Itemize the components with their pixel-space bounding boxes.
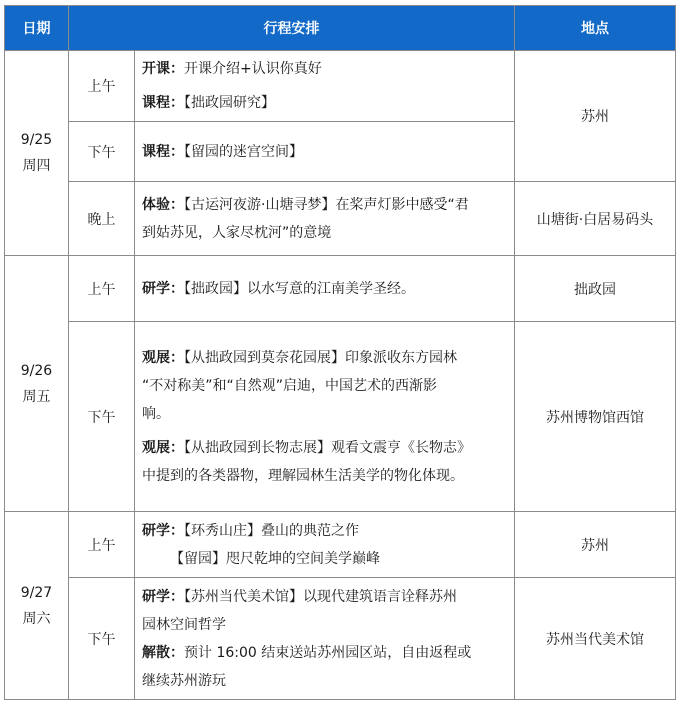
schedule-line [142,344,508,372]
schedule-line [142,89,508,117]
schedule-line [142,667,508,695]
header-schedule: 行程安排 [69,6,515,51]
schedule-line [142,639,508,667]
schedule-label: 课程： [142,143,184,160]
location-cell: 苏州 [515,512,676,578]
schedule-label: 开课： [142,61,184,77]
location-cell: 拙政园 [515,256,676,322]
schedule-cell [135,512,515,578]
table-row [5,51,676,122]
schedule-cell [135,256,515,322]
schedule-text: 【留园】咫尺乾坤的空间美学巅峰 [170,550,380,567]
schedule-line [142,517,508,545]
date-cell [5,512,69,700]
schedule-text: 到姑苏见，人家尽枕河”的意境 [142,224,332,241]
header-location: 地点 [515,6,676,51]
schedule-cell [135,578,515,700]
period-cell: 晚上 [69,182,135,256]
schedule-text: 预计 16:00 结束送站苏州园区站，自由返程或 [184,644,472,661]
table-row [5,512,676,578]
table-row [5,182,676,256]
date-text: 9/25 [20,132,53,148]
table-row [5,322,676,512]
location-cell: 苏州博物馆西馆 [515,322,676,512]
period-cell: 下午 [69,578,135,700]
schedule-label: 研学： [142,588,184,605]
schedule-text: “不对称美”和“自然观”启迪，中国艺术的西渐影 [142,377,438,394]
weekday-text: 周五 [22,388,51,405]
period-cell: 上午 [69,256,135,322]
schedule-line [142,219,508,247]
schedule-text: 继续苏州游玩 [142,672,226,689]
weekday-text: 周四 [22,158,51,174]
schedule-text: 【从拙政园到长物志展】观看文震亨《长物志》 [184,439,471,456]
schedule-line [142,545,508,573]
schedule-text: 【环秀山庄】叠山的典范之作 [184,522,359,539]
schedule-cell [135,51,515,122]
schedule-line [142,275,508,303]
schedule-text: 开课介绍+认识你真好 [184,61,322,77]
schedule-text: 响。 [142,405,170,422]
weekday-text: 周六 [22,610,51,627]
schedule-text: 【从拙政园到莫奈花园展】印象派收东方园林 [184,349,457,366]
schedule-label: 研学： [142,280,184,297]
schedule-line [142,138,508,166]
schedule-label: 解散： [142,644,184,661]
schedule-line [142,400,508,428]
schedule-line [142,191,508,219]
schedule-text: 中提到的各类器物，理解园林生活美学的物化体现。 [142,467,464,484]
table-row [5,256,676,322]
schedule-text: 【拙政园研究】 [184,95,275,111]
schedule-label: 研学： [142,522,184,539]
schedule-line [142,434,508,462]
header-date: 日期 [5,6,69,51]
schedule-text: 【留园的迷宫空间】 [184,143,303,160]
location-cell: 苏州 [515,51,676,182]
date-cell [5,256,69,512]
date-cell [5,51,69,256]
date-text: 9/26 [20,362,53,379]
date-text: 9/27 [20,584,53,601]
schedule-text: 【苏州当代美术馆】以现代建筑语言诠释苏州 [184,588,457,605]
table-header-row [5,6,676,51]
schedule-line [142,462,508,490]
itinerary-table [4,5,676,700]
table-row [5,578,676,700]
period-cell: 下午 [69,322,135,512]
schedule-line [142,583,508,611]
schedule-text: 【拙政园】以水写意的江南美学圣经。 [184,280,415,297]
schedule-text: 园林空间哲学 [142,616,226,633]
schedule-label: 体验： [142,196,184,213]
location-cell: 苏州当代美术馆 [515,578,676,700]
schedule-cell [135,122,515,182]
schedule-label: 课程： [142,95,184,111]
schedule-text: 【古运河夜游·山塘寻梦】在桨声灯影中感受“君 [184,196,469,213]
period-cell: 下午 [69,122,135,182]
schedule-label: 观展： [142,349,184,366]
schedule-cell [135,182,515,256]
schedule-line [142,372,508,400]
period-cell: 上午 [69,51,135,122]
schedule-label: 观展： [142,439,184,456]
schedule-line [142,55,508,83]
schedule-cell [135,322,515,512]
location-cell: 山塘街·白居易码头 [515,182,676,256]
schedule-line [142,611,508,639]
period-cell: 上午 [69,512,135,578]
